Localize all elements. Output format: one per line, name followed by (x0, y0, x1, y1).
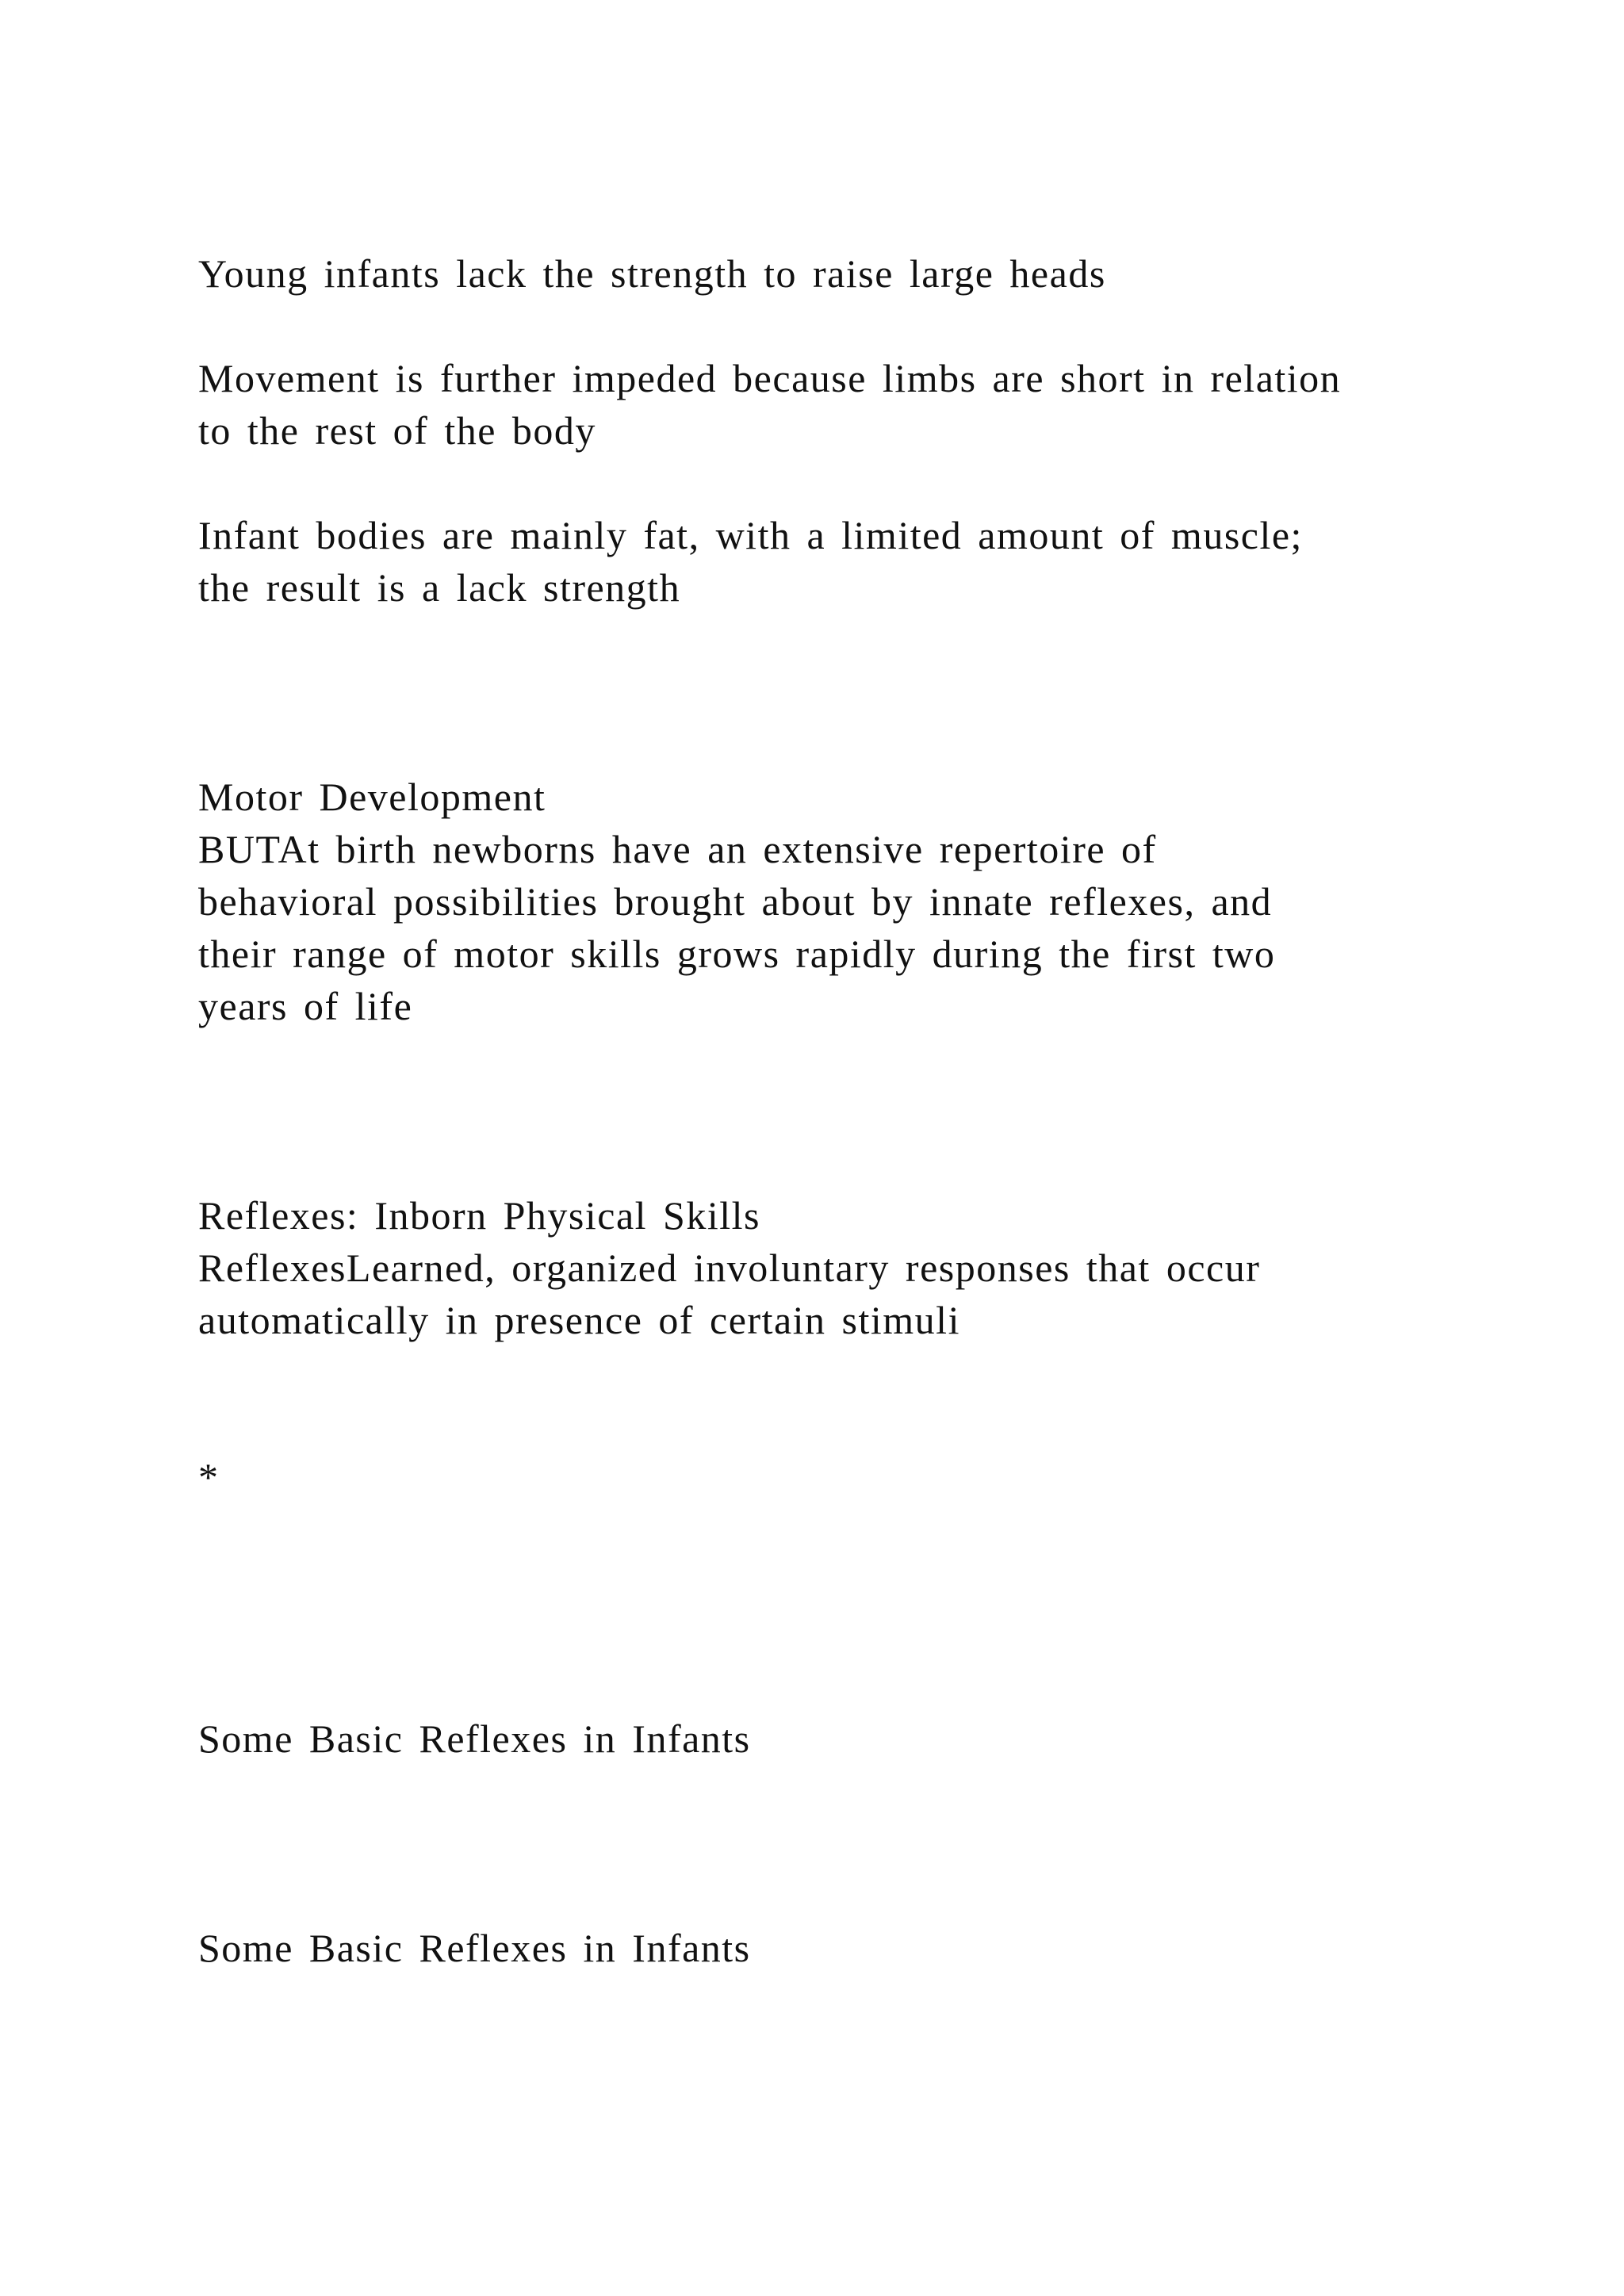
paragraph-5-line-2: ReflexesLearned, organized involuntary responses that occur (198, 1246, 1261, 1290)
paragraph-4-line-2: BUTAt birth newborns have an extensive repertoire of (198, 827, 1157, 871)
paragraph-3-line-1: Infant bodies are mainly fat, with a limited amount of muscle; (198, 513, 1303, 557)
paragraph-4-line-5: years of life (198, 984, 413, 1028)
paragraph-2-line-1: Movement is further impeded because limbs are short in relation (198, 356, 1342, 400)
paragraph-1-line-1: Young infants lack the strength to raise large heads (198, 251, 1106, 296)
section-heading-basic-reflexes-2: Some Basic Reflexes in Infants (198, 1926, 751, 1970)
asterisk-marker: * (198, 1455, 220, 1499)
paragraph-4-line-4: their range of motor skills grows rapidly during the first two (198, 932, 1276, 976)
section-heading-reflexes: Reflexes: Inborn Physical Skills (198, 1193, 760, 1238)
paragraph-2-line-2: to the rest of the body (198, 408, 596, 453)
section-heading-basic-reflexes-1: Some Basic Reflexes in Infants (198, 1716, 751, 1761)
section-heading-motor-development: Motor Development (198, 775, 546, 819)
paragraph-5-line-3: automatically in presence of certain stimuli (198, 1298, 960, 1342)
paragraph-3-line-2: the result is a lack strength (198, 565, 681, 610)
paragraph-4-line-3: behavioral possibilities brought about by innate reflexes, and (198, 879, 1273, 924)
